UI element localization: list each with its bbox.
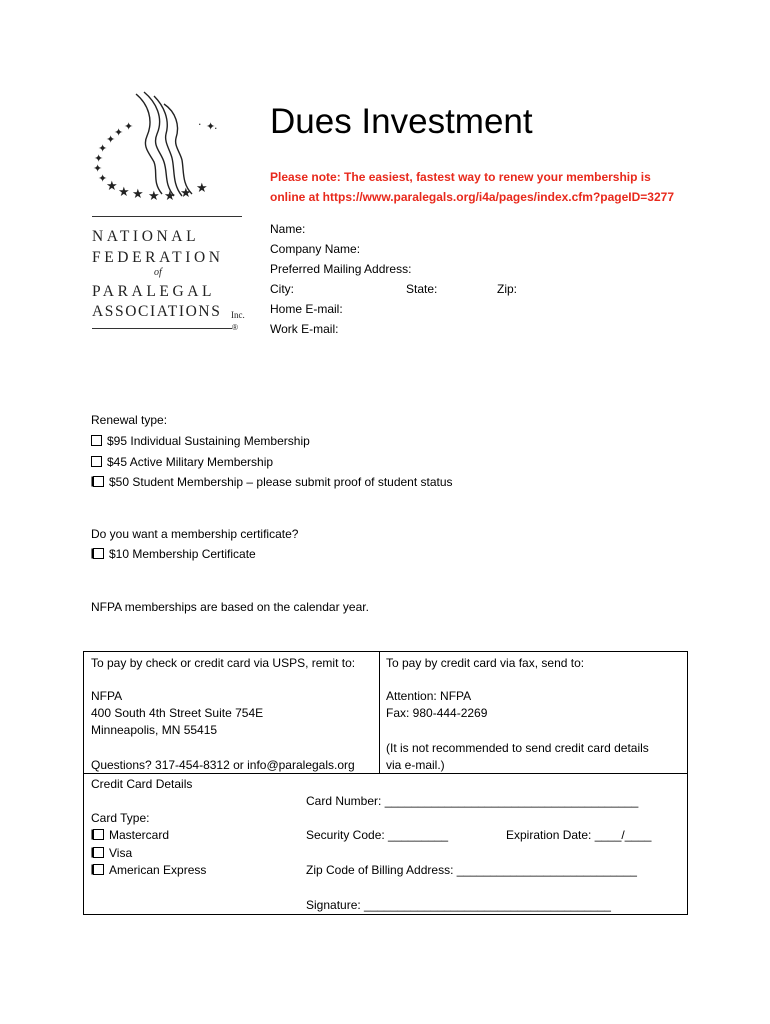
card-type-label: Card Type: bbox=[91, 811, 150, 825]
fax-number: Fax: 980-444-2269 bbox=[386, 706, 488, 720]
svg-text:★: ★ bbox=[118, 185, 130, 200]
svg-text:✦: ✦ bbox=[114, 126, 124, 139]
svg-text:★: ★ bbox=[196, 181, 208, 196]
svg-text:✦: ✦ bbox=[94, 152, 104, 165]
state-field-label[interactable]: State: bbox=[406, 282, 438, 296]
svg-text:✦: ✦ bbox=[98, 142, 108, 155]
checkbox[interactable] bbox=[93, 476, 104, 487]
city-field-label[interactable]: City: bbox=[270, 282, 294, 296]
renewal-option-individual[interactable]: $95 Individual Sustaining Membership bbox=[91, 434, 310, 448]
mail-org: NFPA bbox=[91, 689, 123, 703]
nfpa-profiles-stars-logo-icon bbox=[84, 90, 254, 220]
card-type-mastercard[interactable]: Mastercard bbox=[91, 828, 169, 842]
card-type-visa[interactable]: Visa bbox=[91, 846, 132, 860]
svg-text:✦: ✦ bbox=[106, 133, 116, 146]
logo-top-rule bbox=[92, 216, 242, 217]
logo-line-national: NATIONAL bbox=[92, 228, 200, 245]
certificate-option[interactable]: $10 Membership Certificate bbox=[91, 547, 256, 561]
svg-text:·: · bbox=[198, 118, 202, 131]
signature-field[interactable]: Signature: _____________________________________ bbox=[306, 898, 611, 912]
billing-zip-field[interactable]: Zip Code of Billing Address: ___________________________ bbox=[306, 863, 637, 877]
mail-heading: To pay by check or credit card via USPS, remit to: bbox=[91, 656, 356, 670]
svg-text:✦: ✦ bbox=[206, 120, 216, 133]
fax-warning-line-2: via e-mail.) bbox=[386, 758, 445, 772]
renewal-type-heading: Renewal type: bbox=[91, 413, 168, 427]
card-number-field[interactable]: Card Number: ______________________________________ bbox=[306, 794, 639, 808]
svg-text:✦: ✦ bbox=[124, 120, 134, 133]
logo-line-of: of bbox=[154, 267, 162, 278]
name-field-label[interactable]: Name: bbox=[270, 222, 306, 236]
work-email-field-label[interactable]: Work E-mail: bbox=[270, 322, 339, 336]
table-divider bbox=[84, 773, 687, 774]
svg-text:★: ★ bbox=[180, 186, 192, 201]
logo-line-paralegal: PARALEGAL bbox=[92, 283, 216, 300]
payment-table bbox=[83, 651, 688, 915]
checkbox[interactable] bbox=[91, 456, 102, 467]
fax-attention: Attention: NFPA bbox=[386, 689, 472, 703]
zip-field-label[interactable]: Zip: bbox=[497, 282, 518, 296]
logo-registered: ® bbox=[232, 323, 238, 332]
company-field-label[interactable]: Company Name: bbox=[270, 242, 361, 256]
nfpa-logo bbox=[84, 90, 254, 340]
mail-address-line-2: Minneapolis, MN 55415 bbox=[91, 723, 218, 737]
svg-text:★: ★ bbox=[148, 189, 160, 204]
mailing-address-field-label[interactable]: Preferred Mailing Address: bbox=[270, 262, 412, 276]
page-title: Dues Investment bbox=[270, 102, 533, 141]
mail-address-line-1: 400 South 4th Street Suite 754E bbox=[91, 706, 264, 720]
renewal-option-military[interactable]: $45 Active Military Membership bbox=[91, 455, 273, 469]
checkbox[interactable] bbox=[93, 847, 104, 858]
svg-text:✦: ✦ bbox=[93, 162, 103, 175]
logo-inc: Inc. bbox=[231, 310, 245, 320]
svg-text:★: ★ bbox=[106, 179, 118, 194]
svg-text:★: ★ bbox=[132, 187, 144, 202]
logo-bottom-rule bbox=[92, 328, 232, 329]
renewal-note-line-2[interactable]: online at https://www.paralegals.org/i4a/pages/index.cfm?pageID=3277 bbox=[270, 190, 675, 204]
checkbox[interactable] bbox=[93, 548, 104, 559]
checkbox[interactable] bbox=[93, 864, 104, 875]
card-type-amex[interactable]: American Express bbox=[91, 863, 206, 877]
checkbox[interactable] bbox=[93, 829, 104, 840]
home-email-field-label[interactable]: Home E-mail: bbox=[270, 302, 343, 316]
svg-text:·: · bbox=[214, 122, 218, 135]
renewal-note-line-1: Please note: The easiest, fastest way to renew your membership is bbox=[270, 170, 651, 184]
credit-card-heading: Credit Card Details bbox=[91, 777, 193, 791]
svg-text:★: ★ bbox=[164, 189, 176, 204]
checkbox[interactable] bbox=[91, 435, 102, 446]
logo-line-associations: ASSOCIATIONS bbox=[92, 303, 222, 320]
certificate-question: Do you want a membership certificate? bbox=[91, 527, 299, 541]
fax-warning-line-1: (It is not recommended to send credit card details bbox=[386, 741, 649, 755]
calendar-year-note: NFPA memberships are based on the calendar year. bbox=[91, 600, 369, 614]
expiration-date-field[interactable]: Expiration Date: ____/____ bbox=[506, 828, 652, 842]
table-divider bbox=[379, 652, 380, 774]
questions-contact: Questions? 317-454-8312 or info@paralegals.org bbox=[91, 758, 355, 772]
svg-text:✦: ✦ bbox=[98, 172, 108, 185]
fax-heading: To pay by credit card via fax, send to: bbox=[386, 656, 585, 670]
security-code-field[interactable]: Security Code: _________ bbox=[306, 828, 449, 842]
logo-line-federation: FEDERATION bbox=[92, 249, 224, 266]
renewal-option-student[interactable]: $50 Student Membership – please submit proof of student status bbox=[91, 475, 453, 489]
